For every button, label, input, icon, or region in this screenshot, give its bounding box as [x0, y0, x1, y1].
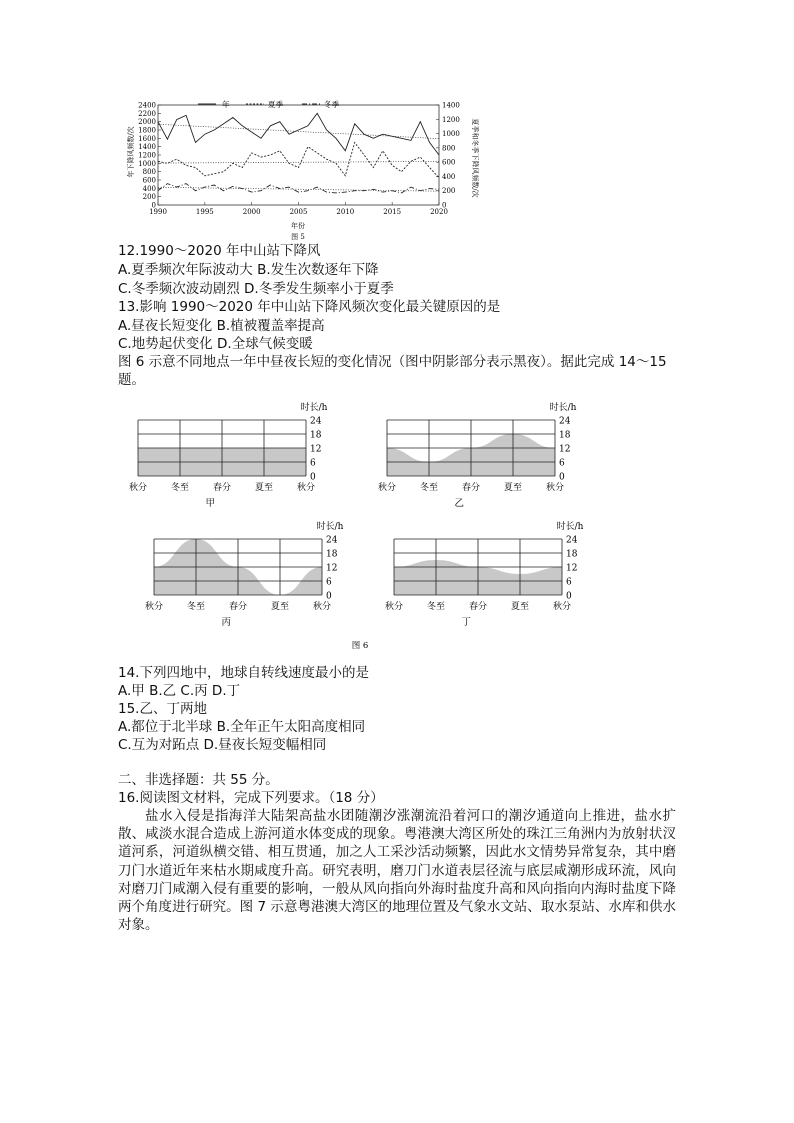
fig6-x-tick-label: 冬至 [186, 602, 206, 612]
fig5-x-tick-label: 2015 [383, 208, 402, 216]
fig6-unit-label: 时长/h [300, 403, 328, 413]
fig5-left-tick-label: 200 [142, 193, 156, 202]
fig6-x-tick-label: 秋分 [552, 602, 572, 612]
q14-stem: 14.下列四地中，地球自转线速度最小的是 [118, 665, 369, 681]
figure-6-day-night-charts [128, 396, 584, 654]
fig6-x-tick-label: 秋分 [377, 483, 397, 493]
fig6-y-tick-label: 12 [566, 563, 578, 574]
fig6-panel-3 [145, 520, 344, 628]
fig5-series-winter [158, 184, 439, 193]
fig6-x-tick-label: 冬至 [170, 483, 190, 493]
fig5-x-tick-label: 1995 [195, 208, 214, 216]
fig6-y-tick-label: 0 [326, 591, 332, 602]
fig5-left-tick-label: 2400 [138, 101, 156, 110]
fig5-x-tick-label: 2010 [336, 208, 355, 216]
fig5-left-tick-label: 0 [151, 201, 156, 210]
fig6-x-tick-label: 春分 [468, 602, 488, 612]
fig5-left-tick-label: 1200 [138, 151, 156, 160]
fig5-right-tick-label: 200 [442, 187, 456, 196]
fig5-legend-winter: 冬季 [324, 100, 339, 109]
fig6-x-tick-label: 春分 [212, 483, 232, 493]
fig5-caption: 图 5 [291, 233, 305, 241]
fig6-x-tick-label: 春分 [228, 602, 248, 612]
fig6-x-tick-label: 秋分 [296, 483, 316, 493]
fig6-unit-label: 时长/h [549, 403, 577, 413]
fig6-y-tick-label: 24 [566, 535, 578, 546]
q14-options: A.甲 B.乙 C.丙 D.丁 [118, 683, 241, 699]
fig6-y-tick-label: 0 [566, 591, 572, 602]
fig6-x-tick-label: 秋分 [545, 483, 565, 493]
q16-material-paragraph: 盐水入侵是指海洋大陆架高盐水团随潮汐涨潮流沿着河口的潮汐通道向上推进，盐水扩散、咸淡水混合造成上游河道水体变成的现象。粤港澳大湾区所处的珠江三角洲内为放射状汊道河系，河道纵横交错、相互贯通，加之人工采沙活动频繁，因此水文情势异常复杂，其中磨刀门水道近年来枯水期咸度升高。研究表明，磨刀门水道表层径流与底层咸潮形成环流，风向对磨刀门咸潮入侵有重要的影响，一般从风向指向外海时盐度升高和风向指向内海时盐度下降两个角度进行研究。图 7 示意粤港澳大湾区的地理位置及气象水文站、取水泵站、水库和供水对象。 [118, 808, 676, 934]
fig6-y-tick-label: 24 [310, 416, 322, 427]
fig6-x-tick-label: 夏至 [510, 602, 530, 612]
fig6-panel-2 [378, 401, 577, 509]
q12-stem: 12.1990～2020 年中山站下降风 [118, 243, 321, 259]
q15-stem: 15.乙、丁两地 [118, 701, 207, 717]
q15-options-cd: C.互为对跖点 D.昼夜长短变幅相同 [118, 737, 327, 753]
q16-stem: 16.阅读图文材料，完成下列要求。（18 分） [118, 790, 384, 806]
q12-options-ab: A.夏季频次年际波动大 B.发生次数逐年下降 [118, 262, 379, 278]
fig5-left-tick-label: 600 [142, 176, 156, 185]
fig6-x-tick-label: 夏至 [254, 483, 274, 493]
fig5-left-tick-label: 2200 [138, 109, 156, 118]
fig5-right-tick-label: 800 [442, 144, 456, 153]
fig6-y-tick-label: 18 [326, 549, 338, 560]
fig6-intro-line1: 图 6 示意不同地点一年中昼夜长短的变化情况（图中阴影部分表示黑夜）。据此完成 14～15 [118, 354, 667, 370]
fig6-panel-label: 甲 [205, 498, 215, 509]
fig5-x-axis-label: 年份 [291, 222, 305, 230]
q13-options-ab: A.昼夜长短变化 B.植被覆盖率提高 [118, 318, 325, 334]
fig6-y-tick-label: 24 [326, 535, 338, 546]
fig5-left-tick-label: 400 [142, 184, 156, 193]
fig6-x-tick-label: 秋分 [312, 602, 332, 612]
fig5-left-tick-label: 1800 [138, 126, 156, 135]
fig6-unit-label: 时长/h [556, 522, 584, 532]
fig5-x-tick-label: 2000 [242, 208, 261, 216]
fig6-x-tick-label: 秋分 [384, 602, 404, 612]
fig6-y-tick-label: 6 [310, 458, 316, 469]
fig6-y-tick-label: 18 [310, 430, 322, 441]
fig6-y-tick-label: 12 [310, 444, 322, 455]
fig6-y-tick-label: 6 [326, 577, 332, 588]
fig6-y-tick-label: 6 [566, 577, 572, 588]
fig5-plot-frame [158, 105, 439, 205]
fig5-series-summer-trend [158, 161, 439, 163]
fig5-left-tick-label: 1400 [138, 143, 156, 152]
fig6-panel-label: 丁 [461, 617, 471, 628]
figure-5-line-chart [118, 96, 488, 244]
fig6-y-tick-label: 6 [559, 458, 565, 469]
fig5-left-tick-label: 2000 [138, 118, 156, 127]
fig5-x-tick-label: 1990 [149, 208, 167, 216]
fig5-right-tick-label: 1200 [442, 115, 460, 124]
q13-options-cd: C.地势起伏变化 D.全球气候变暖 [118, 336, 313, 352]
fig6-y-tick-label: 24 [559, 416, 571, 427]
q13-stem: 13.影响 1990～2020 年中山站下降风频次变化最关键原因的是 [118, 299, 501, 315]
fig6-y-tick-label: 12 [559, 444, 571, 455]
fig5-left-tick-label: 1600 [138, 134, 156, 143]
fig5-x-tick-label: 2005 [289, 208, 308, 216]
fig6-panel-4 [385, 520, 584, 628]
fig5-x-tick-label: 2020 [430, 208, 448, 216]
fig5-legend-summer: 夏季 [268, 100, 283, 109]
fig5-legend-year: 年 [222, 100, 230, 109]
fig5-right-tick-label: 600 [442, 158, 456, 167]
fig5-right-axis-label: 夏季和冬季下降风频数/次 [471, 118, 479, 198]
fig6-x-tick-label: 冬至 [419, 483, 439, 493]
fig6-panel-label: 乙 [454, 498, 464, 509]
fig6-x-tick-label: 春分 [461, 483, 481, 493]
fig6-y-tick-label: 0 [559, 472, 565, 483]
fig6-x-tick-label: 夏至 [270, 602, 290, 612]
fig5-right-tick-label: 1000 [442, 130, 460, 139]
fig6-y-tick-label: 18 [566, 549, 578, 560]
fig5-left-tick-label: 800 [142, 168, 156, 177]
fig5-right-tick-label: 400 [442, 172, 456, 181]
fig6-y-tick-label: 18 [559, 430, 571, 441]
fig6-x-tick-label: 秋分 [128, 483, 148, 493]
section-2-heading: 二、非选择题：共 55 分。 [118, 772, 279, 788]
fig5-series-winter-trend [158, 187, 439, 191]
fig5-series-year [158, 113, 439, 155]
fig5-left-tick-label: 1000 [138, 159, 156, 168]
fig6-caption: 图 6 [351, 641, 369, 651]
q15-options-ab: A.都位于北半球 B.全年正午太阳高度相同 [118, 719, 366, 735]
fig5-series-year-trend [158, 124, 439, 138]
fig5-legend [198, 99, 339, 109]
fig5-series-summer [158, 143, 439, 178]
fig6-y-tick-label: 0 [310, 472, 316, 483]
fig6-x-tick-label: 夏至 [503, 483, 523, 493]
q12-options-cd: C.冬季频次波动剧烈 D.冬季发生频率小于夏季 [118, 281, 394, 297]
fig6-panel-1 [129, 401, 328, 509]
fig6-y-tick-label: 12 [326, 563, 338, 574]
fig5-right-tick-label: 0 [442, 201, 447, 210]
fig6-panel-label: 丙 [221, 617, 231, 628]
fig6-x-tick-label: 冬至 [426, 602, 446, 612]
fig6-x-tick-label: 秋分 [144, 602, 164, 612]
fig5-left-axis-label: 年下降风频数/次 [127, 126, 135, 178]
fig6-intro-line2: 题。 [118, 372, 145, 388]
fig6-unit-label: 时长/h [316, 522, 344, 532]
fig5-right-tick-label: 1400 [442, 101, 460, 110]
